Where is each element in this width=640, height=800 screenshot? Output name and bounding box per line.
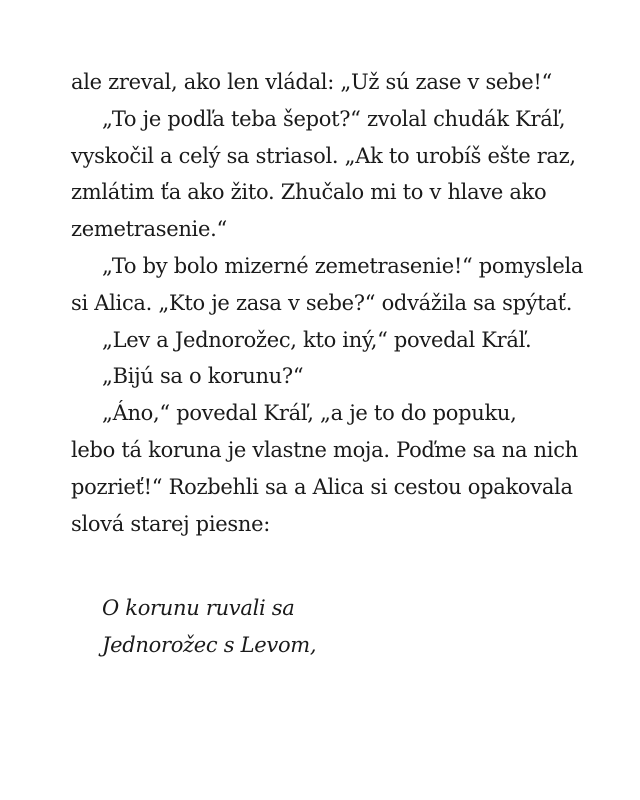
text-line: „Bijú sa o korunu?“ — [102, 364, 304, 389]
prose-block — [71, 64, 584, 542]
text-line: „Áno,“ povedal Kráľ, „a je to do popuku, — [102, 401, 517, 426]
text-line: ale zreval, ako len vládal: „Už sú zase v sebe!“ — [71, 70, 552, 94]
text-line: si Alica. „Kto je zasa v sebe?“ odvážila sa spýtať. — [71, 290, 573, 315]
book-page — [71, 64, 584, 664]
text-line: slová starej piesne: — [71, 511, 270, 536]
text-line: „To by bolo mizerné zemetrasenie!“ pomyslela — [102, 253, 584, 278]
verse-block — [71, 590, 571, 664]
text-line: pozrieť!“ Rozbehli sa a Alica si cestou opakovala — [71, 474, 573, 499]
text-line: zemetrasenie.“ — [71, 217, 227, 242]
text-line: vyskočil a celý sa striasol. „Ak to urobíš ešte raz, — [71, 143, 576, 168]
text-line: „To je podľa teba šepot?“ zvolal chudák Kráľ, — [102, 106, 566, 131]
verse-line: O korunu ruvali sa — [102, 596, 295, 621]
text-line: „Lev a Jednorožec, kto iný,“ povedal Kráľ. — [102, 327, 532, 352]
verse-line: Jednorožec s Levom, — [102, 633, 317, 658]
text-line: lebo tá koruna je vlastne moja. Poďme sa na nich — [71, 437, 578, 462]
text-line: zmlátim ťa ako žito. Zhučalo mi to v hlave ako — [71, 180, 547, 205]
stanza-gap — [71, 542, 571, 590]
